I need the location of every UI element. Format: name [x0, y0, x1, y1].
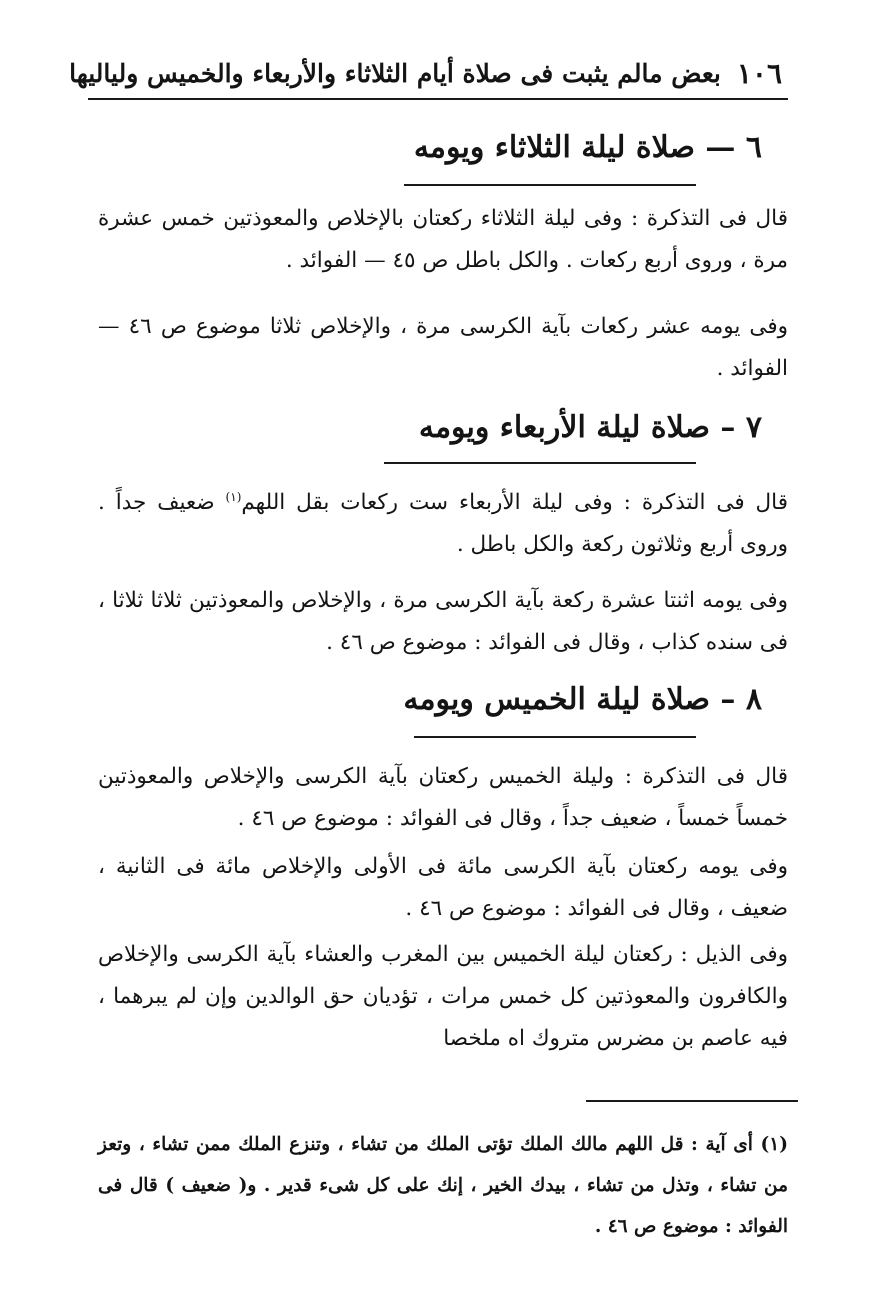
section-7-paragraph-1-end: ضعيف جداً . وروى أربع وثلاثون ركعة والكل باطل . [98, 490, 788, 558]
footnote-separator [586, 1100, 798, 1102]
section-7-heading-rule [384, 462, 696, 464]
footnote: (١) أى آية : قل اللهم مالك الملك تؤتى الملك من تشاء ، وتنزع الملك ممن تشاء ، وتعز من تشاء ، وتذل من تشاء ، بيدك الخير ، إنك على كل شىء قدير . و( ضعيف ) قال فى الفوائد : موضوع ص ٤٦ . [98, 1134, 788, 1237]
section-8-paragraph-2: وفى يومه ركعتان بآية الكرسى مائة فى الأولى والإخلاص مائة فى الثانية ، ضعيف ، وقال فى الفوائد : موضوع ص ٤٦ . [98, 854, 788, 921]
section-6-heading: ٦ — صلاة ليلة الثلاثاء ويومه [413, 130, 762, 165]
running-title: بعض مالم يثبت فى صلاة أيام الثلاثاء والأربعاء والخميس ولياليها [69, 58, 721, 88]
section-8-heading-rule [414, 736, 696, 738]
section-7-paragraph-2: وفى يومه اثنتا عشرة ركعة بآية الكرسى مرة ، والإخلاص والمعوذتين ثلاثا ثلاثا ، فى سنده كذاب ، وقال فى الفوائد : موضوع ص ٤٦ . [98, 588, 788, 655]
footnote-marker: (١) [225, 490, 242, 504]
section-8-heading: ٨ – صلاة ليلة الخميس ويومه [403, 682, 762, 717]
section-8-paragraph-3: وفى الذيل : ركعتان ليلة الخميس بين المغرب والعشاء بآية الكرسى والإخلاص والكافرون والمعوذتين كل خمس مرات ، تؤديان حق الوالدين وإن لم يبرهما ، فيه عاصم بن مضرس متروك اه ملخصا [98, 942, 788, 1051]
section-7-heading: ٧ – صلاة ليلة الأربعاء ويومه [418, 410, 762, 445]
page-number: ١٠٦ [736, 56, 782, 90]
section-8-paragraph-1: قال فى التذكرة : وليلة الخميس ركعتان بآية الكرسى والإخلاص والمعوذتين خمساً خمساً ، ضعيف جداً ، وقال فى الفوائد : موضوع ص ٤٦ . [98, 764, 788, 831]
section-7-paragraph-1-start: قال فى التذكرة : وفى ليلة الأربعاء ست ركعات بقل اللهم [241, 490, 789, 516]
running-header [69, 48, 788, 100]
section-6-heading-rule [404, 184, 696, 186]
section-7-paragraph-1 [98, 476, 788, 566]
section-6-paragraph-2: وفى يومه عشر ركعات بآية الكرسى مرة ، والإخلاص ثلاثا موضوع ص ٤٦ — الفوائد . [98, 314, 788, 381]
section-6-paragraph-1: قال فى التذكرة : وفى ليلة الثلاثاء ركعتان بالإخلاص والمعوذتين خمس عشرة مرة ، وروى أربع ركعات . والكل باطل ص ٤٥ — الفوائد . [98, 206, 788, 273]
